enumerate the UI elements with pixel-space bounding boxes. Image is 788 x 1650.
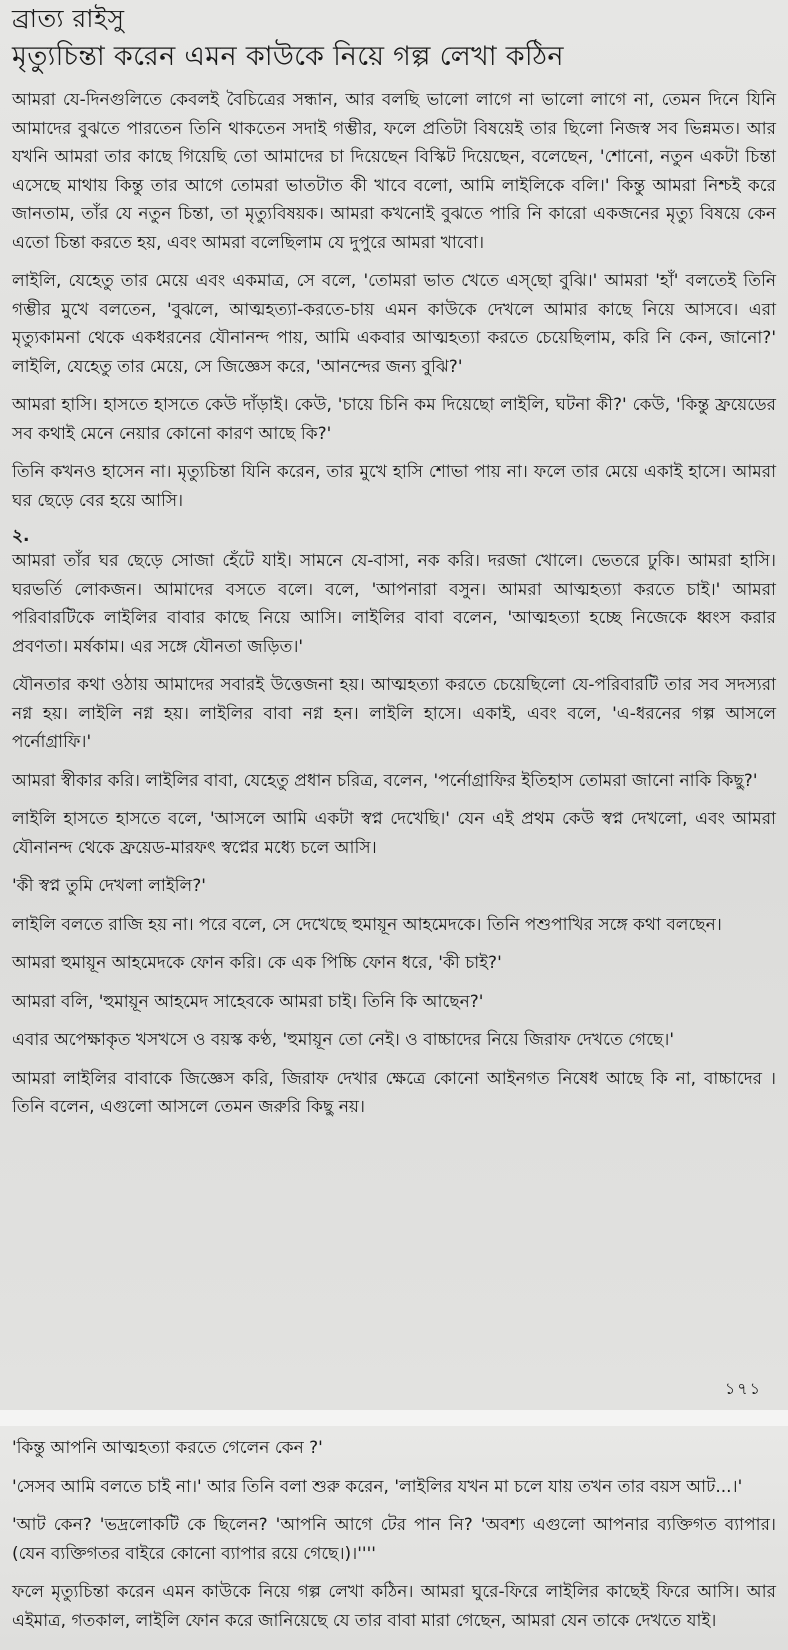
- paragraph: লাইলি হাসতে হাসতে বলে, 'আসলে আমি একটা স্বপ্ন দেখেছি।' যেন এই প্রথম কেউ স্বপ্ন দেখলো, এবং আমরা যৌনানন্দ থেকে ফ্রয়েড-মারফৎ স্বপ্নের মধ্যে চলে আসি।: [12, 809, 776, 858]
- page-divider: [0, 1410, 788, 1426]
- page-number: ১৭১: [724, 1379, 762, 1398]
- paragraph: আমরা লাইলির বাবাকে জিজ্ঞেস করি, জিরাফ দেখার ক্ষেত্রে কোনো আইনগত নিষেধ আছে কি না, বাচ্চাদের । তিনি বলেন, এগুলো আসলে তেমন জরুরি কিছু নয়।: [12, 1068, 776, 1117]
- paragraph: 'কিন্তু আপনি আত্মহত্যা করতে গেলেন কেন ?': [12, 1438, 323, 1458]
- paragraph: লাইলি বলতে রাজি হয় না। পরে বলে, সে দেখেছে হুমায়ূন আহমেদকে। তিনি পশুপাখির সঙ্গে কথা বলছেন।: [12, 914, 722, 935]
- paragraph: আমরা স্বীকার করি। লাইলির বাবা, যেহেতু প্রধান চরিত্র, বলেন, 'পর্নোগ্রাফির ইতিহাস তোমরা জানো নাকি কিছু?': [12, 770, 758, 791]
- page-lower: [0, 1426, 788, 1650]
- paragraph: আমরা যে-দিনগুলিতে কেবলই বৈচিত্রের সন্ধান, আর বলছি ভালো লাগে না ভালো লাগে না, তেমন দিনে যিনি আমাদের বুঝতে পারতেন তিনি থাকতেন সদাই গম্ভীর, ফলে প্রতিটা বিষয়েই তার ছিলো নিজস্ব সব ভিন্নমত। আর যখনি আমরা তার কাছে গিয়েছি তো আমাদের চা দিয়েছেন বিস্কিট দিয়েছেন, বলেছেন, 'শোনো, নতুন একটা চিন্তা এসেছে মাথায় কিন্তু তার আগে তোমরা ভাতটাত কী খাবে বলো, আমি লাইলিকে বলি।' কিন্তু আমরা নিশ্চই করে জানতাম, তাঁর যে নতুন চিন্তা, তা মৃত্যুবিষয়ক। আমরা কখনোই বুঝতে পারি নি কারো একজনের মৃত্যু বিষয়ে কেন এতো চিন্তা করতে হয়, এবং আমরা বলেছিলাম যে দুপুরে আমরা খাবো।: [12, 90, 776, 253]
- section-number: ২.: [12, 526, 30, 546]
- paragraph: লাইলি, যেহেতু তার মেয়ে এবং একমাত্র, সে বলে, 'তোমরা ভাত খেতে এস্‌ছো বুঝি।' আমরা 'হাঁ' বলতেই তিনি গম্ভীর মুখে বলতেন, 'বুঝলে, আত্মহত্যা-করতে-চায় এমন কাউকে দেখলে আমার কাছে নিয়ে আসবে। এরা মৃত্যুকামনা থেকে একধরনের যৌনানন্দ পায়, আমি একবার আত্মহত্যা করতে চেয়েছিলাম, করি নি কেন, জানো?' লাইলি, যেহেতু তার মেয়ে, সে জিজ্ঞেস করে, 'আনন্দের জন্য বুঝি?': [12, 271, 776, 377]
- paragraph: 'আট কেন? 'ভদ্রলোকটি কে ছিলেন? 'আপনি আগে টের পান নি? 'অবশ্য এগুলো আপনার ব্যক্তিগত ব্যাপার। (যেন ব্যক্তিগতর বাইরে কোনো ব্যাপার রয়ে গেছে।)।'''': [12, 1515, 776, 1564]
- author-name: ব্রাত্য রাইসু: [12, 4, 125, 33]
- paragraph: 'সেসব আমি বলতে চাই না।' আর তিনি বলা শুরু করেন, 'লাইলির যখন মা চলে যায় তখন তার বয়স আট...।': [12, 1476, 743, 1497]
- paragraph: ফলে মৃত্যুচিন্তা করেন এমন কাউকে নিয়ে গল্প লেখা কঠিন। আমরা ঘুরে-ফিরে লাইলির কাছেই ফিরে আসি। আর এইমাত্র, গতকাল, লাইলি ফোন করে জানিয়েছে যে তার বাবা মারা গেছেন, আমরা যেন তাকে দেখতে যাই।: [12, 1582, 776, 1631]
- story-title: মৃত্যুচিন্তা করেন এমন কাউকে নিয়ে গল্প লেখা কঠিন: [12, 41, 564, 72]
- paragraph: আমরা বলি, 'হুমায়ূন আহমেদ সাহেবকে আমরা চাই। তিনি কি আছেন?': [12, 991, 484, 1012]
- paragraph: তিনি কখনও হাসেন না। মৃত্যুচিন্তা যিনি করেন, তার মুখে হাসি শোভা পায় না। ফলে তার মেয়ে একাই হাসে। আমরা ঘর ছেড়ে বের হয়ে আসি।: [12, 462, 776, 511]
- paragraph: আমরা তাঁর ঘর ছেড়ে সোজা হেঁটে যাই। সামনে যে-বাসা, নক করি। দরজা খোলে। ভেতরে ঢুকি। আমরা হাসি। ঘরভর্তি লোকজন। আমাদের বসতে বলে। বলে, 'আপনারা বসুন। আমরা আত্মহত্যা করতে চাই।' আমরা পরিবারটিকে লাইলির বাবার কাছে নিয়ে আসি। লাইলির বাবা বলেন, 'আত্মহত্যা হচ্ছে নিজেকে ধ্বংস করার প্রবণতা। মর্ষকাম। এর সঙ্গে যৌনতা জড়িত।': [12, 551, 776, 657]
- paragraph: আমরা হুমায়ূন আহমেদকে ফোন করি। কে এক পিচ্চি ফোন ধরে, 'কী চাই?': [12, 953, 502, 973]
- paragraph: যৌনতার কথা ওঠায় আমাদের সবারই উত্তেজনা হয়। আত্মহত্যা করতে চেয়েছিলো যে-পরিবারটি তার সব সদস্যরা নগ্ন হয়। লাইলি নগ্ন হয়। লাইলির বাবা নগ্ন হন। লাইলি হাসে। একাই, এবং বলে, 'এ-ধরনের গল্প আসলে পর্নোগ্রাফি।': [12, 675, 776, 752]
- paragraph: 'কী স্বপ্ন তুমি দেখলা লাইলি?': [12, 876, 206, 896]
- paragraph: এবার অপেক্ষাকৃত খসখসে ও বয়স্ক কণ্ঠ, 'হুমায়ূন তো নেই। ও বাচ্চাদের নিয়ে জিরাফ দেখতে গেছে।': [12, 1030, 675, 1050]
- paragraph: আমরা হাসি। হাসতে হাসতে কেউ দাঁড়াই। কেউ, 'চায়ে চিনি কম দিয়েছো লাইলি, ঘটনা কী?' কেউ, 'কিন্তু ফ্রয়েডের সব কথাই মেনে নেয়ার কোনো কারণ আছে কি?': [12, 395, 776, 444]
